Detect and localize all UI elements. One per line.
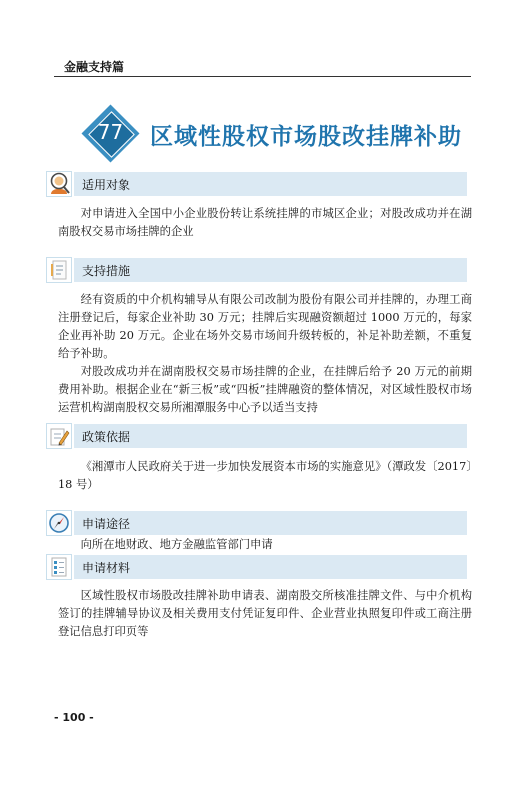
section-bar-target — [46, 171, 467, 197]
header-rule — [54, 76, 471, 77]
section-band — [74, 172, 467, 196]
person-search-icon — [46, 171, 72, 197]
chapter-title — [80, 104, 480, 164]
document-list-icon — [46, 257, 72, 283]
section-band — [74, 424, 467, 448]
section-band — [74, 511, 467, 535]
section-body-basis — [58, 458, 472, 494]
section-body-target — [58, 205, 472, 241]
section-label: 申请材料 — [82, 561, 131, 575]
section-bar-channel — [46, 510, 467, 536]
section-label: 适用对象 — [82, 178, 131, 192]
pencil-note-icon — [46, 423, 72, 449]
section-body-support — [58, 291, 472, 417]
section-bar-materials — [46, 554, 467, 580]
section-bar-basis — [46, 423, 467, 449]
compass-icon — [46, 510, 72, 536]
section-bar-support — [46, 257, 467, 283]
section-label: 申请途径 — [82, 517, 131, 531]
paragraph: 对股改成功并在湖南股权交易市场挂牌的企业，在挂牌后给予 20 万元的前期费用补助。根据企业在“新三板”或“四板”挂牌融资的整体情况，对区域性股权市场运营机构湖南股权交易所湘潭服务中心予以适当支持 — [58, 365, 472, 414]
running-header: 金融支持篇 — [64, 60, 125, 74]
paragraph: 区域性股权市场股改挂牌补助申请表、湖南股交所核准挂牌文件、与中介机构签订的挂牌辅导协议及相关费用支付凭证复印件、企业营业执照复印件或工商注册登记信息打印页等 — [58, 589, 472, 638]
section-body-materials — [58, 587, 472, 641]
paragraph: 经有资质的中介机构辅导从有限公司改制为股份有限公司并挂牌的，办理工商注册登记后，每家企业补助 30 万元；挂牌后实现融资额超过 1000 万元的，每家企业再补助 20 万元。企业在场外交易市场间升级转板的，补足补助差额，不重复给予补助。 — [58, 293, 472, 360]
paragraph: 《湘潭市人民政府关于进一步加快发展资本市场的实施意见》（潭政发〔2017〕18 号） — [58, 460, 472, 491]
paragraph: 向所在地财政、地方金融监管部门申请 — [80, 538, 273, 551]
page-number: - 100 - — [54, 711, 94, 724]
section-label: 政策依据 — [82, 430, 131, 444]
section-label: 支持措施 — [82, 264, 131, 278]
paragraph: 对申请进入全国中小企业股份转让系统挂牌的市城区企业；对股改成功并在湖南股权交易市场挂牌的企业 — [58, 207, 472, 238]
section-body-channel — [58, 536, 472, 554]
section-band — [74, 258, 467, 282]
page-title: 区域性股权市场股改挂牌补助 — [150, 124, 462, 150]
title-number: 77 — [97, 120, 124, 144]
section-band — [74, 555, 467, 579]
checklist-icon — [46, 554, 72, 580]
